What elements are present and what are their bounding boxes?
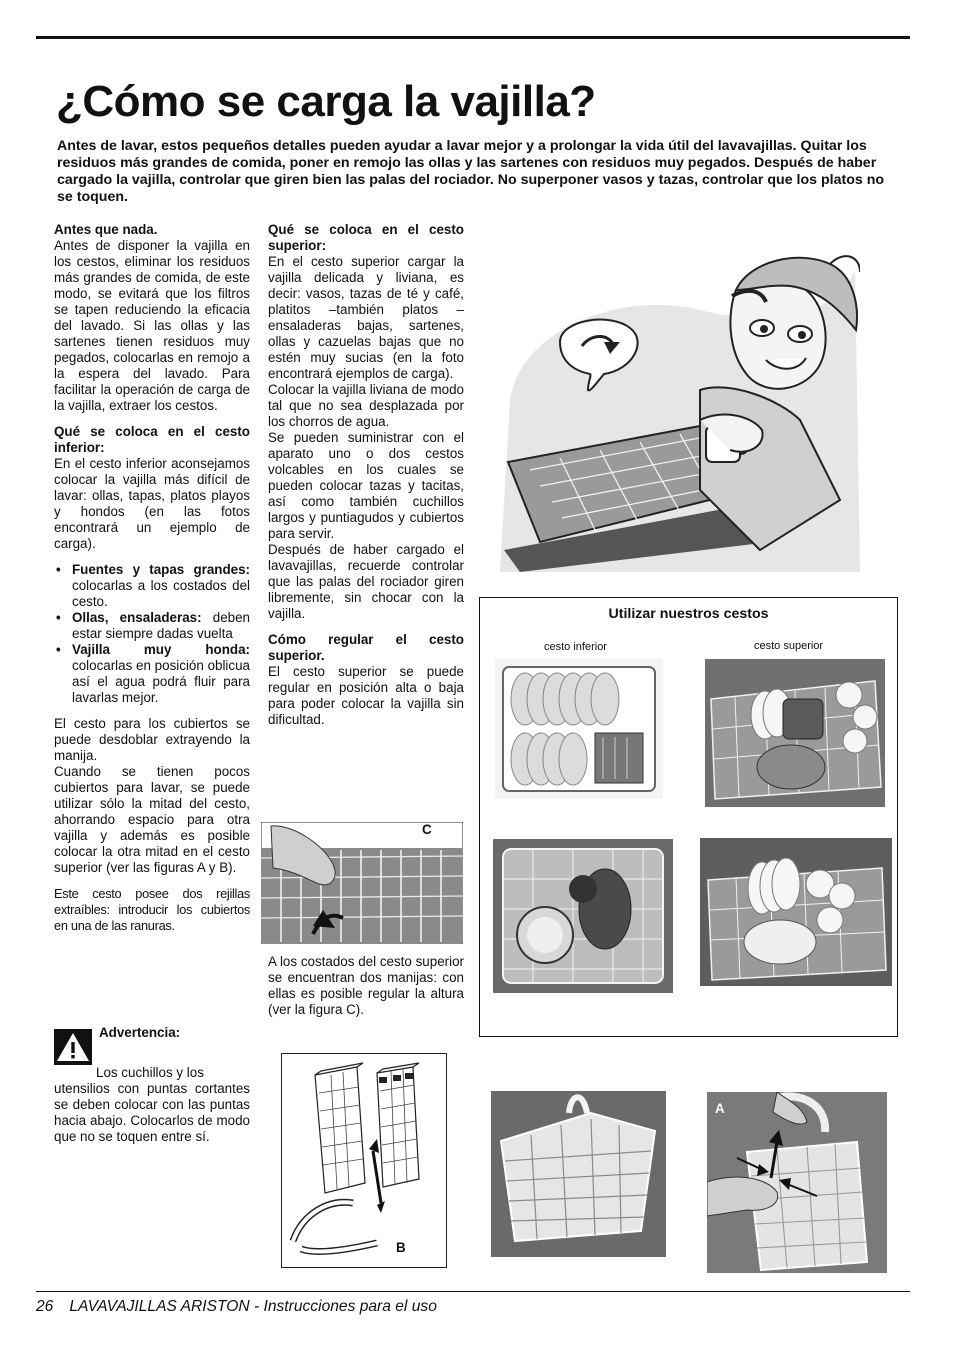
upper-basket-caption: cesto superior (754, 640, 824, 652)
paragraph: El cesto para los cubiertos se puede desdoblar extrayendo la manija. (54, 716, 250, 763)
paragraph: En el cesto superior cargar la vajilla delicada y liviana, es decir: vasos, tazas de té y café, platitos –también platos –ensaladeras bajas, sartenes, ollas y cazuelas bajas que no estén muy sucias (en la foto encontrará ejemplos de carga). (268, 254, 464, 381)
paragraph: Colocar la vajilla liviana de modo tal que no sea desplazada por los chorros de agua. (268, 382, 464, 429)
section-heading: Qué se coloca en el cesto inferior: (54, 424, 250, 455)
footer-text: LAVAVAJILLAS ARISTON - Instrucciones para el uso (69, 1298, 437, 1315)
figure-b-drawing (281, 1053, 447, 1268)
text-column-1 (54, 222, 250, 934)
lower-basket-photo-2 (493, 839, 673, 993)
figure-c-photo (261, 822, 463, 944)
section-heading: Qué se coloca en el cesto superior: (268, 222, 464, 253)
paragraph: Se pueden suministrar con el aparato uno o dos cestos volcables en los cuales se pueden colocar tazas y tacitas, así como también cuchillos largos y puntiagudos y cubiertos para servir. (268, 430, 464, 541)
cutlery-basket-photo (491, 1091, 666, 1257)
warning-icon (54, 1029, 92, 1065)
lower-basket-caption: cesto inferior (544, 641, 607, 653)
section-heading: Cómo regular el cesto superior. (268, 632, 464, 663)
paragraph: Después de haber cargado el lavavajillas, recuerde controlar que las palas del rociador giren libremente, sin chocar con la vajilla. (268, 542, 464, 621)
warning-title: Advertencia: (99, 1025, 181, 1040)
text-column-2 (268, 222, 464, 728)
paragraph: Cuando se tienen pocos cubiertos para lavar, se puede utilizar sólo la mitad del cesto, ahorrando espacio para otra vajilla y además es posible colocar la otra mitad en el cesto superior (ver las figuras A y B). (54, 764, 250, 875)
figure-a-label: A (715, 1101, 725, 1116)
upper-basket-photo-2 (700, 838, 892, 986)
page-number: 26 (36, 1298, 54, 1315)
warning-block (54, 1025, 250, 1145)
section-heading: Antes que nada. (54, 222, 158, 237)
paragraph: Antes de disponer la vajilla en los cestos, eliminar los residuos más grandes de comida, de este modo, se evitará que los filtros se tapen reduciendo la eficacia del lavado. Si las ollas y las sartenes tienen residuos muy pegados, colocarlas en remojo a la espera del lavado. Para facilitar la operación de carga de la vajilla, extraer los cestos. (54, 238, 250, 413)
paragraph: El cesto superior se puede regular en posición alta o baja para poder colocar la vajilla sin dificultad. (268, 664, 464, 727)
paragraph: A los costados del cesto superior se encuentran dos manijas: con ellas es posible regular la altura (ver la figura C). (268, 954, 464, 1017)
page-title: ¿Cómo se carga la vajilla? (56, 77, 596, 126)
page-footer (36, 1298, 437, 1316)
figure-a-photo (707, 1092, 887, 1273)
bottom-rule (36, 1291, 910, 1292)
lower-basket-photo-1 (495, 659, 663, 799)
paragraph: Este cesto posee dos rejillas extraíbles: introducir los cubiertos en una de las ranuras. (54, 886, 250, 933)
list-item: • Vajilla muy honda: colocarlas en posición oblicua así el agua podrá fluir para lavarlas mejor. (54, 642, 250, 706)
list-item: • Fuentes y tapas grandes: colocarlas a los costados del cesto. (54, 562, 250, 610)
figure-b-label: B (396, 1240, 406, 1255)
intro-paragraph: Antes de lavar, estos pequeños detalles pueden ayudar a lavar mejor y a prolongar la vida útil del lavavajillas. Quitar los residuos más grandes de comida, poner en remojo las ollas y las sartenes con residuos muy pegados. Después de haber cargado la vajilla, controlar que giren bien las palas del rociador. No superponer vasos y tazas, controlar que los platos no se toquen. (57, 138, 885, 205)
upper-basket-photo-1 (705, 659, 885, 807)
paragraph: En el cesto inferior aconsejamos colocar la vajilla más difícil de lavar: ollas, tapas, platos playos y hondos (en las fotos encontrará un ejemplo de carga). (54, 456, 250, 551)
bullet-list (54, 562, 250, 706)
baskets-title: Utilizar nuestros cestos (608, 606, 769, 622)
woman-loading-dishwasher-illustration (500, 250, 860, 572)
list-item: • Ollas, ensaladeras: deben estar siempre dadas vuelta (54, 610, 250, 642)
warning-text: Los cuchillos y los utensilios con puntas cortantes se deben colocar con las puntas hacia abajo. Colocarlos de modo que no se toquen entre sí. (54, 1065, 250, 1144)
top-rule (36, 36, 910, 39)
figure-c-label: C (422, 822, 432, 837)
